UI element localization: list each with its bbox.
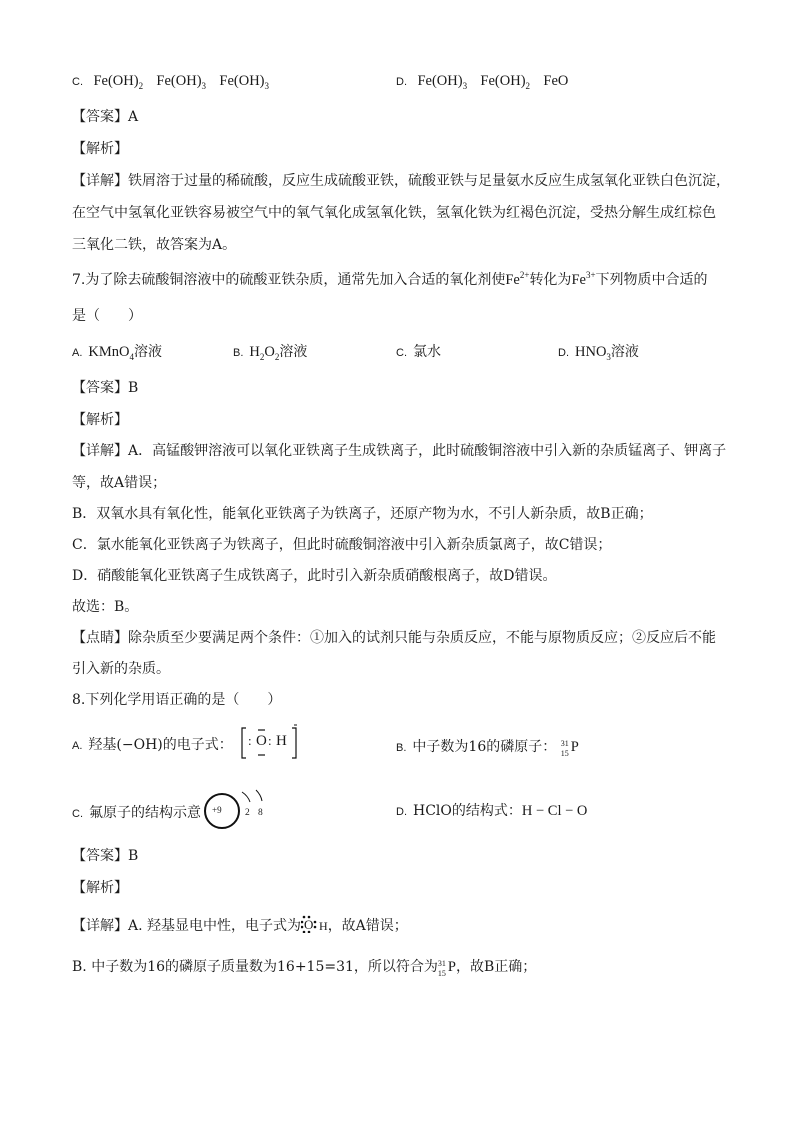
q7-option-d: D. $HNO_3$溶液 bbox=[558, 344, 639, 362]
q6-detail: 三氧化二铁，故答案为A。 bbox=[72, 237, 237, 253]
formula: $Fe(OH)_3$ bbox=[417, 73, 468, 91]
q8-stem: 8.下列化学用语正确的是（ ） bbox=[72, 692, 282, 708]
q8-detail-a: 【详解】A. 羟基显电中性，电子式为 O H，故A错误； bbox=[72, 917, 408, 934]
q7-option-b: B. $H_2O_2$溶液 bbox=[233, 344, 308, 362]
q7-choose: 故选：B。 bbox=[72, 599, 139, 615]
q8-option-c: C. 氟原子的结构示意 bbox=[72, 805, 201, 821]
q7-detail: 等，故A错误； bbox=[72, 475, 167, 491]
q7-detail: 【详解】A．高锰酸钾溶液可以氧化亚铁离子生成铁离子，此时硫酸铜溶液中引入新的杂质锰离子、钾离子 bbox=[72, 443, 727, 459]
formula: $Fe(OH)_3$ bbox=[156, 73, 207, 91]
q7-tip: 引入新的杂质。 bbox=[72, 661, 170, 677]
q7-stem: 是（ ） bbox=[72, 308, 142, 324]
q6-answer: 【答案】A bbox=[72, 109, 139, 125]
q7-analysis: 【解析】 bbox=[72, 412, 128, 428]
q8-detail-b: B. 中子数为16的磷原子质量数为16+15=31，所以符合为 31 15 P，故B正确； bbox=[72, 959, 537, 978]
q7-option-a: A. KMnO$_4$溶液 bbox=[72, 344, 162, 362]
q6-analysis: 【解析】 bbox=[72, 141, 128, 157]
q6-detail: 在空气中氢氧化亚铁容易被空气中的氧气氧化成氢氧化铁，氢氧化铁为红褐色沉淀，受热分解生成红棕色 bbox=[72, 205, 716, 221]
q8-option-b: B. 中子数为16的磷原子： 31 15 P bbox=[396, 739, 579, 758]
q7-tip: 【点睛】除杂质至少要满足两个条件：①加入的试剂只能与杂质反应，不能与原物质反应；②反应后不能 bbox=[72, 630, 716, 646]
formula: $Fe(OH)_3$ bbox=[219, 73, 269, 91]
q8-option-d: D. HClO的结构式：H − Cl − O bbox=[396, 803, 588, 819]
q7-detail: D．硝酸能氧化亚铁离子生成铁离子，此时引入新杂质硝酸根离子，故D错误。 bbox=[72, 568, 557, 584]
q7-option-c: C. 氯水 bbox=[396, 344, 441, 360]
formula: FeO bbox=[543, 73, 569, 89]
q7-detail: B．双氧水具有氧化性，能氧化亚铁离子为铁离子，还原产物为水，不引人新杂质，故B正确； bbox=[72, 506, 653, 522]
q8-analysis: 【解析】 bbox=[72, 880, 128, 896]
q6-option-c: C. $Fe(OH)_2$ $Fe(OH)_3$ $Fe(OH)_3$ bbox=[72, 73, 269, 91]
q7-stem: 7.为了除去硫酸铜溶液中的硫酸亚铁杂质，通常先加入合适的氧化剂使$Fe^{2+}$转化为$Fe^{3+}$下列物质中合适的 bbox=[72, 270, 708, 288]
q8-answer: 【答案】B bbox=[72, 848, 139, 864]
q8-option-a: A. 羟基(−OH)的电子式： bbox=[72, 737, 233, 753]
q6-option-d: D. $Fe(OH)_3$ $Fe(OH)_2$ FeO bbox=[396, 73, 569, 91]
q7-answer: 【答案】B bbox=[72, 380, 139, 396]
formula: $Fe(OH)_2$ bbox=[93, 73, 144, 91]
q6-detail: 【详解】铁屑溶于过量的稀硫酸，反应生成硫酸亚铁，硫酸亚铁与足量氨水反应生成氢氧化亚铁白色沉淀， bbox=[72, 173, 730, 189]
electron-dot-diagram: : O : H bbox=[241, 724, 297, 762]
q7-detail: C．氯水能氧化亚铁离子为铁离子，但此时硫酸铜溶液中引入新杂质氯离子，故C错误； bbox=[72, 537, 612, 553]
atom-structure-diagram: +9 2 8 bbox=[204, 788, 274, 834]
formula: $Fe(OH)_2$ bbox=[480, 73, 531, 91]
